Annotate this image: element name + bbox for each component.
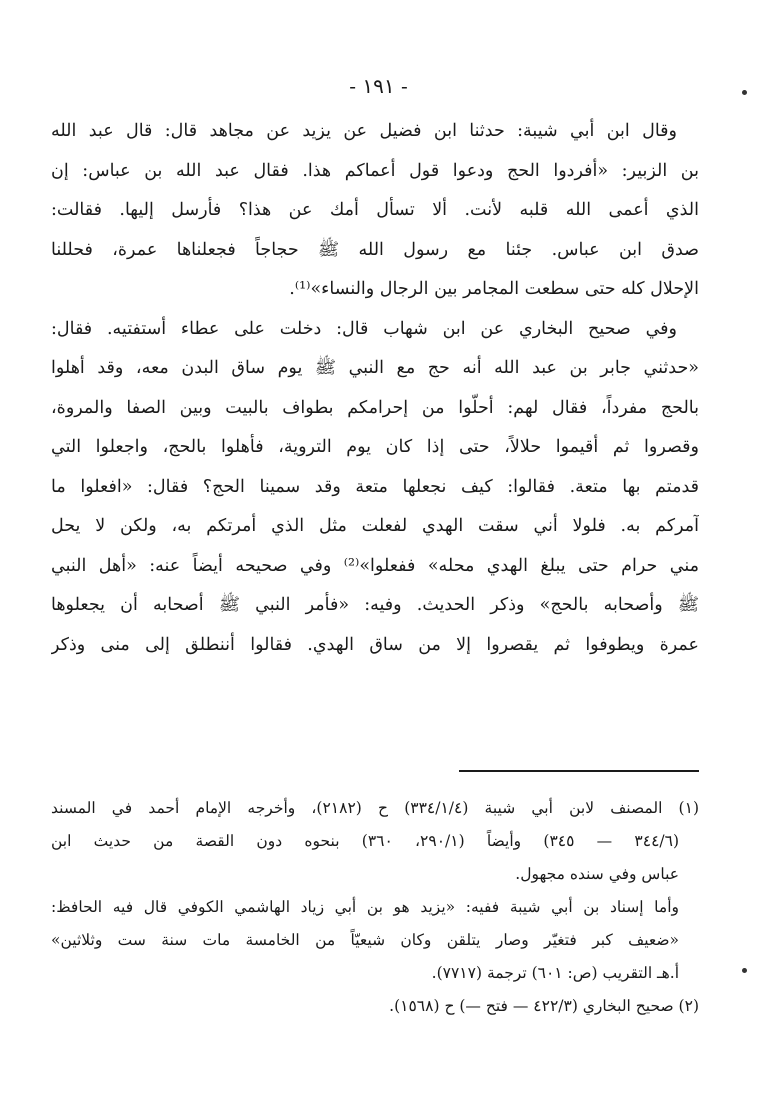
text-line: بالحج مفرداً، فقال لهم: أحلّوا من إحرامكم بطواف بالبيت وبين الصفا والمروة،	[51, 397, 699, 418]
text-line: الذي أعمى الله قلبه لأنت. ألا تسأل أمك عن هذا؟ فأرسل إليها. فقالت:	[51, 200, 699, 220]
text-line: آمركم به. فلولا أني سقت الهدي لفعلت مثل الذي أمرتكم به، ولكن لا يحل	[51, 516, 699, 536]
margin-dot	[742, 968, 747, 973]
paragraph-2	[51, 310, 699, 666]
footnote-line: (٣٤٤/٦ — ٣٤٥) وأيضاً (٢٩٠/١، ٣٦٠) بنحوه دون القصة من حديث ابن	[51, 832, 680, 850]
footnote-line: وأما إسناد بن أبي شيبة ففيه: «يزيد هو بن أبي زياد الهاشمي الكوفي قال فيه الحافظ:	[51, 898, 679, 916]
paragraph-1	[51, 112, 699, 310]
footnote-line: أ.هـ التقريب (ص: ٦٠١) ترجمة (٧٧١٧).	[431, 964, 679, 982]
main-text	[51, 112, 699, 665]
text-line: عمرة ويطوفوا ثم يقصروا إلا من ساق الهدي. فقالوا أننطلق إلى منى وذكر	[51, 634, 699, 655]
footnote-2	[51, 990, 699, 1023]
footnotes	[51, 792, 699, 1023]
text-line: «حدثني جابر بن عبد الله أنه حج مع النبي ﷺ يوم ساق البدن معه، وقد أهلوا	[51, 358, 699, 378]
footnote-divider	[459, 770, 699, 772]
footnote-line: عباس وفي سنده مجهول.	[515, 865, 679, 883]
text-line: مني حرام حتى يبلغ الهدي محله» ففعلوا»⁽²⁾ وفي صحيحه أيضاً عنه: «أهل النبي	[51, 555, 699, 576]
footnote-line: «ضعيف كبر فتغيّر وصار يتلقن وكان شيعيّاً من الخامسة مات سنة ست وثلاثين»	[51, 931, 679, 949]
footnote-line: (٢) صحيح البخاري (٤٢٢/٣ — فتح —) ح (١٥٦٨).	[389, 997, 699, 1015]
footnote-line: (١) المصنف لابن أبي شيبة (٣٣٤/١/٤) ح (٢١٨٢)، وأخرجه الإمام أحمد في المسند	[51, 799, 699, 817]
text-line: بن الزبير: «أفردوا الحج ودعوا قول أعماكم هذا. فقال عبد الله بن عباس: إن	[51, 160, 699, 181]
text-line: قدمتم بها متعة. فقالوا: كيف نجعلها متعة وقد سمينا الحج؟ فقال: «افعلوا ما	[51, 476, 699, 497]
text-line: وقصروا ثم أقيموا حلالاً، حتى إذا كان يوم التروية، فأهلوا بالحج، واجعلوا التي	[51, 437, 699, 457]
text-line: الإحلال كله حتى سطعت المجامر بين الرجال والنساء»⁽¹⁾.	[289, 279, 699, 299]
page-number: - ١٩١ -	[349, 74, 408, 98]
footnote-1	[51, 792, 699, 891]
text-line: وفي صحيح البخاري عن ابن شهاب قال: دخلت على عطاء أستفتيه. فقال:	[51, 318, 677, 339]
text-line: وقال ابن أبي شيبة: حدثنا ابن فضيل عن يزيد عن مجاهد قال: قال عبد الله	[51, 121, 677, 141]
margin-dot	[742, 90, 747, 95]
footnote-1-continuation	[51, 891, 699, 990]
text-line: ﷺ وأصحابه بالحج» وذكر الحديث. وفيه: «فأمر النبي ﷺ أصحابه أن يجعلوها	[51, 595, 699, 615]
text-line: صدق ابن عباس. جئنا مع رسول الله ﷺ حجاجاً فجعلناها عمرة، فحللنا	[51, 239, 699, 260]
